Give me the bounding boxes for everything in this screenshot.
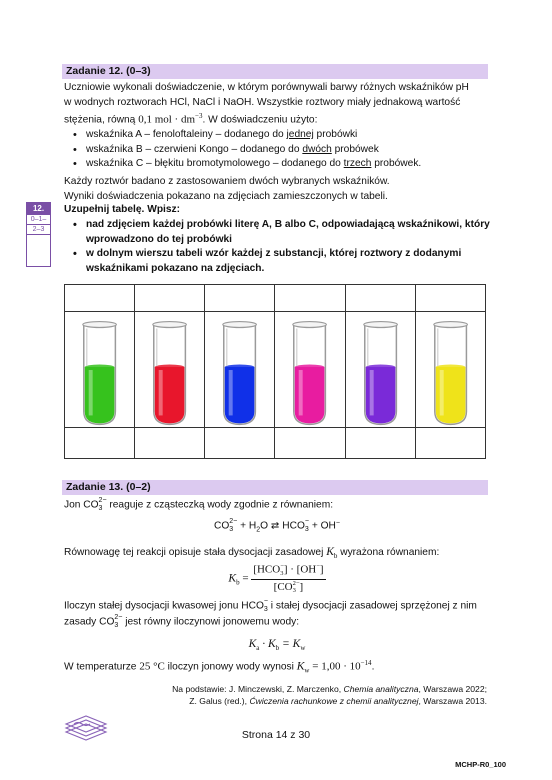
points-line-2: 2–3 xyxy=(27,225,50,235)
task-13-header: Zadanie 13. (0–2) xyxy=(62,480,488,495)
test-tube-green xyxy=(65,312,134,427)
task-13-line-1: Jon CO 2− 3 reaguje z cząsteczką wody zgodnie z równaniem: xyxy=(64,497,334,512)
formula-cell-3[interactable] xyxy=(205,428,275,459)
indicator-list xyxy=(64,128,490,172)
instruction-list xyxy=(64,218,490,277)
answer-table xyxy=(64,284,486,459)
kw-equation: $K_a \cdot K_b = K_w$ xyxy=(248,638,306,653)
intro-line-2: w wodnych roztworach HCl, NaCl i NaOH. Wszystkie roztwory miały jednakową wartość xyxy=(64,96,461,108)
test-tube-red xyxy=(135,312,204,427)
tube-photo-cell-3 xyxy=(205,312,275,428)
task-13-line-3: Iloczyn stałej dysocjacji kwasowej jonu HCO − 3 i stałej dysocjacji zasadowej sprzężonej z nim zasady CO 2− 3 jest równy iloczynowi jonowemu wody: xyxy=(64,598,477,630)
instruction-title: Uzupełnij tabelę. Wpisz: xyxy=(64,204,181,215)
task-13-line-2: Równowagę tej reakcji opisuje stała dysocjacji zasadowej $K_b$ wyrażona równaniem: xyxy=(64,546,440,561)
instruction-item-1: • nad zdjęciem każdej probówki literę A, B albo C, odpowiadającą wskaźnikowi, który wprowadzono do tej probówki xyxy=(86,218,490,248)
tube-photo-cell-6 xyxy=(415,312,485,428)
tube-photo-cell-4 xyxy=(275,312,345,428)
indicator-a: • wskaźnika A – fenoloftaleiny – dodanego do jednej probówki xyxy=(86,128,490,143)
letter-cell-4[interactable] xyxy=(275,285,345,312)
letter-cell-3[interactable] xyxy=(205,285,275,312)
note-line-2: Wyniki doświadczenia pokazano na zdjęciach zamieszczonych w tabeli. xyxy=(64,191,388,203)
task-12-instruction xyxy=(64,203,490,277)
test-tube-violet xyxy=(346,312,415,427)
test-tube-blue xyxy=(205,312,274,427)
note-line-1: Każdy roztwór badano z zastosowaniem dwóch wybranych wskaźników. xyxy=(64,176,390,188)
letter-cell-6[interactable] xyxy=(415,285,485,312)
test-tube-pink xyxy=(275,312,344,427)
tube-photo-cell-5 xyxy=(345,312,415,428)
tube-photo-cell-1 xyxy=(65,312,135,428)
indicator-c: • wskaźnika C – błękitu bromotymolowego – dodanego do trzech probówek. xyxy=(86,157,490,172)
intro-line-1: Uczniowie wykonali doświadczenie, w którym porównywali barwy różnych wskaźników pH xyxy=(64,82,469,93)
task-12-intro xyxy=(64,81,490,205)
exam-code: MCHP-R0_100 xyxy=(455,760,506,769)
formula-cell-6[interactable] xyxy=(415,428,485,459)
page-number: Strona 14 z 30 xyxy=(241,729,311,741)
task-number: 12. xyxy=(27,203,50,215)
formula-cell-5[interactable] xyxy=(345,428,415,459)
task-12-header: Zadanie 12. (0–3) xyxy=(62,64,488,79)
tube-photo-cell-2 xyxy=(135,312,205,428)
formula-cell-1[interactable] xyxy=(65,428,135,459)
formula-cell-2[interactable] xyxy=(135,428,205,459)
indicator-b: • wskaźnika B – czerwieni Kongo – dodanego do dwóch probówek xyxy=(86,143,490,158)
test-tube-yellow xyxy=(416,312,485,427)
intro-line-3: stężenia, równą 0,1 mol · $dm^{-3}$. W doświadczeniu użyto: xyxy=(64,111,318,125)
letter-cell-2[interactable] xyxy=(135,285,205,312)
source-citation: Na podstawie: J. Minczewski, Z. Marczenko, Chemia analityczna, Warszawa 2022; Z. Galus (red.), Ćwiczenia rachunkowe z chemii analitycznej, Warszawa 2013. xyxy=(172,684,487,707)
letter-cell-1[interactable] xyxy=(65,285,135,312)
instruction-item-2: • w dolnym wierszu tabeli wzór każdej z substancji, której roztwory z dodanymi wskaźnikami pokazano na zdjęciach. xyxy=(86,247,490,277)
letter-cell-5[interactable] xyxy=(345,285,415,312)
score-box-12 xyxy=(26,202,51,267)
points-line-1: 0–1– xyxy=(27,215,50,225)
reaction-equation: CO 2− 3 + $H_2O$ ⇄ HCO − 3 + OH− xyxy=(214,518,340,534)
task-13-line-5: W temperaturze 25 °C iloczyn jonowy wody wynosi $K_w = 1,00 \cdot 10^{-14}$. xyxy=(64,659,375,675)
formula-cell-4[interactable] xyxy=(275,428,345,459)
kb-equation: $K_b$ = [HCO − 3 ] · [OH−] [CO 2− 3 ] xyxy=(228,563,324,595)
